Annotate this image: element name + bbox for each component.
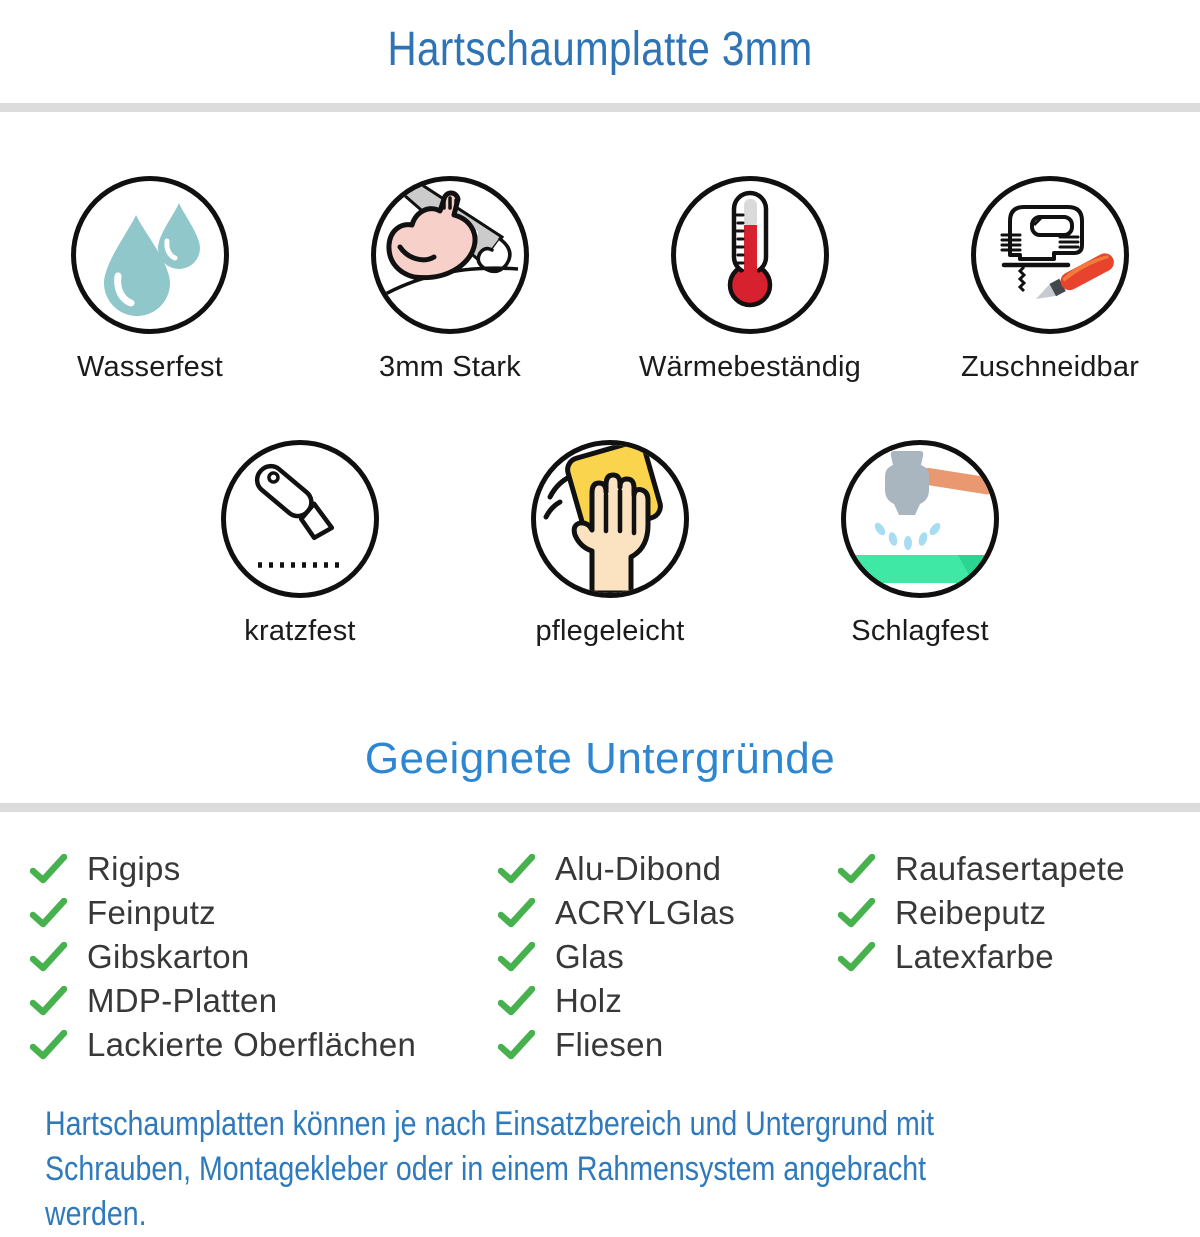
section-title: Geeignete Untergründe — [364, 734, 836, 783]
substrate-label: Glas — [555, 938, 625, 975]
feature-label: pflegeleicht — [535, 615, 685, 647]
feature-label: Zuschneidbar — [960, 351, 1140, 383]
page-title — [0, 22, 1200, 77]
jigsaw-cutter-icon — [971, 176, 1129, 334]
substrate-label: Gibskarton — [87, 938, 250, 975]
feature-label: Schlagfest — [851, 615, 989, 647]
checkmark-icon — [838, 898, 875, 929]
substrate-label: ACRYLGlas — [555, 894, 735, 931]
divider-bar — [0, 103, 1200, 112]
feature-cuttable — [900, 176, 1200, 384]
feature-scratchproof — [150, 440, 450, 648]
substrate-label: Lackierte Oberflächen — [87, 1026, 417, 1063]
flexed-arm-roll-icon — [371, 176, 529, 334]
checkmark-icon — [498, 854, 535, 885]
substrate-item — [498, 940, 735, 974]
substrate-item — [30, 852, 416, 886]
feature-strength — [300, 176, 600, 384]
substrate-label: Rigips — [87, 850, 181, 887]
substrate-label: Reibeputz — [895, 894, 1047, 931]
features-row-2 — [150, 440, 1070, 648]
substrate-item — [30, 896, 416, 930]
substrate-item — [30, 940, 416, 974]
feature-label: kratzfest — [244, 615, 356, 647]
footer-note — [45, 1102, 1195, 1237]
footer-line-1 — [45, 1102, 1195, 1147]
substrate-column-1 — [30, 852, 416, 1072]
substrate-label: MDP-Platten — [87, 982, 278, 1019]
checkmark-icon — [30, 898, 67, 929]
substrate-item — [838, 940, 1125, 974]
substrate-item — [30, 1028, 416, 1062]
substrate-label: Alu-Dibond — [555, 850, 722, 887]
substrate-label: Fliesen — [555, 1026, 664, 1063]
substrate-label: Raufasertapete — [895, 850, 1125, 887]
checkmark-icon — [30, 986, 67, 1017]
feature-easy-care — [460, 440, 760, 648]
checkmark-icon — [498, 898, 535, 929]
substrate-item — [498, 852, 735, 886]
hammer-icon — [841, 440, 999, 598]
substrate-column-2 — [498, 852, 735, 1072]
substrate-column-3 — [838, 852, 1125, 984]
checkmark-icon — [498, 986, 535, 1017]
checkmark-icon — [838, 942, 875, 973]
feature-label: 3mm Stark — [379, 351, 521, 383]
footer-line-2 — [45, 1147, 1195, 1237]
thermometer-icon — [671, 176, 829, 334]
feature-heat-resistant — [600, 176, 900, 384]
checkmark-icon — [498, 942, 535, 973]
footer-line-1-text: Hartschaumplatten können je nach Einsatzbereich und Untergrund mit — [45, 1105, 935, 1143]
feature-label: Wasserfest — [77, 351, 223, 383]
footer-line-2-text: Schrauben, Montagekleber oder in einem Rahmensystem angebracht werden. — [45, 1150, 927, 1233]
substrate-item — [498, 984, 735, 1018]
checkmark-icon — [838, 854, 875, 885]
water-drops-icon — [71, 176, 229, 334]
substrate-label: Holz — [555, 982, 623, 1019]
substrate-item — [838, 896, 1125, 930]
checkmark-icon — [30, 854, 67, 885]
utility-knife-icon — [221, 440, 379, 598]
checkmark-icon — [30, 942, 67, 973]
substrate-label: Feinputz — [87, 894, 216, 931]
substrate-item — [838, 852, 1125, 886]
feature-impact-resistant — [770, 440, 1070, 648]
substrate-item — [498, 896, 735, 930]
checkmark-icon — [498, 1030, 535, 1061]
features-row-1 — [0, 176, 1200, 384]
substrate-item — [498, 1028, 735, 1062]
page-title-text: Hartschaumplatte 3mm — [387, 23, 813, 76]
divider-bar — [0, 803, 1200, 812]
feature-label: Wärmebeständig — [638, 351, 861, 383]
feature-waterproof — [0, 176, 300, 384]
hand-cloth-icon — [531, 440, 689, 598]
checkmark-icon — [30, 1030, 67, 1061]
substrate-item — [30, 984, 416, 1018]
substrate-label: Latexfarbe — [895, 938, 1054, 975]
